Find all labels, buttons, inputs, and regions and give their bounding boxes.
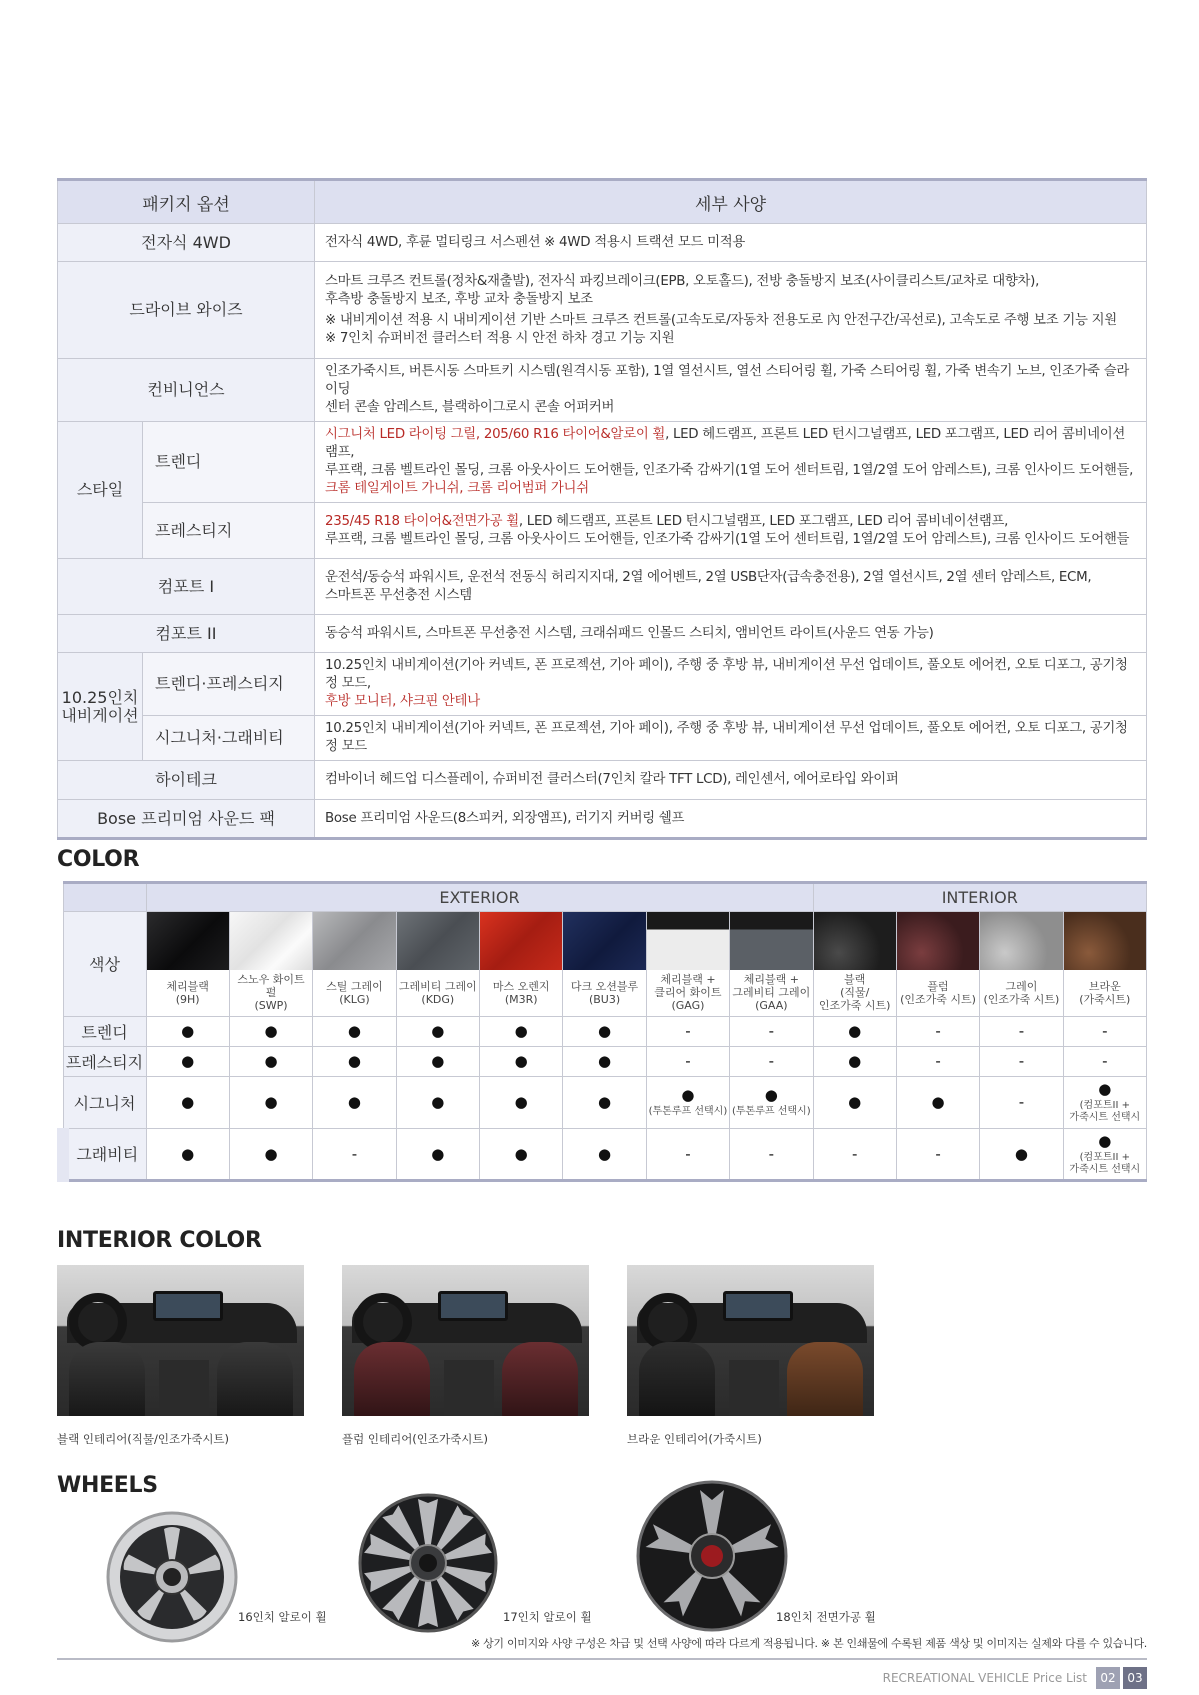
label-line: (가죽시트): [1079, 992, 1131, 1006]
label-line: 스노우 화이트 펄: [237, 973, 305, 1000]
pkg-name-comfort-2: 컴포트 II: [58, 615, 315, 653]
label-code: (KLG): [339, 992, 370, 1006]
label-code: (SWP): [254, 999, 288, 1013]
availability-dash: -: [980, 1016, 1063, 1046]
label-line: 다크 오션블루: [570, 979, 639, 993]
detail-line: 센터 콘솔 암레스트, 블랙하이그로시 콘솔 어퍼커버: [325, 400, 615, 415]
pkg-detail-nav-trendy-prestige: [315, 653, 1147, 716]
interior-color-section-title: INTERIOR COLOR: [57, 1228, 262, 1253]
label-code: (BU3): [588, 992, 621, 1006]
color-row-header: 색상: [63, 912, 146, 1017]
wheels-section-title: WHEELS: [57, 1473, 158, 1498]
color-label-kdg: [396, 970, 479, 1016]
availability-dash: -: [980, 1076, 1063, 1128]
availability-dash: -: [1063, 1046, 1146, 1076]
label-code: (9H): [175, 992, 200, 1006]
trim-signature: 시그니처: [63, 1076, 146, 1128]
availability-dot: ●: [813, 1016, 896, 1046]
wheel-16-image: [106, 1511, 238, 1643]
disclaimer-text: ※ 상기 이미지와 사양 구성은 차급 및 선택 사양에 따라 다르게 적용됩니다. ※ 본 인쇄물에 수록된 제품 색상 및 이미지는 실제와 다를 수 있습니다.: [470, 1637, 1147, 1650]
interior-caption-black: 블랙 인테리어(직물/인조가죽시트): [57, 1432, 230, 1446]
availability-dot: ●: [146, 1128, 229, 1180]
swatch-interior-grey: [980, 912, 1062, 970]
availability-dot: ●: [229, 1076, 312, 1128]
pkg-detail-convenience: [315, 359, 1147, 422]
label-line: 그레비티 그레이: [732, 986, 811, 1000]
interior-caption-brown: 브라운 인테리어(가죽시트): [627, 1432, 762, 1446]
availability-dot: ●: [563, 1076, 646, 1128]
availability-dot: ●: [396, 1128, 479, 1180]
detail-note: ※ 7인치 슈퍼비전 클러스터 적용 시 안전 하차 경고 기능 지원: [325, 330, 675, 346]
comfort-note: [1064, 1100, 1146, 1124]
availability-dot: ●: [480, 1046, 563, 1076]
label-line: 마스 오렌지: [492, 979, 550, 993]
swatch-interior-plum: [897, 912, 979, 970]
nav-name-line: 10.25인치: [61, 687, 139, 707]
availability-dash: -: [646, 1016, 729, 1046]
availability-dash: -: [896, 1046, 979, 1076]
swatch-dark-ocean-blue: [563, 912, 645, 970]
pkg-detail-4wd: 전자식 4WD, 후륜 멀티링크 서스펜션 ※ 4WD 적용시 트랙션 모드 미적용: [315, 224, 1147, 262]
availability-dash: -: [646, 1046, 729, 1076]
color-label-bu3: [563, 970, 646, 1016]
label-line: 체리블랙: [166, 979, 209, 993]
swatch-two-tone-gaa: [730, 912, 812, 970]
availability-dot: ●: [396, 1016, 479, 1046]
page-number-right: 03: [1123, 1667, 1147, 1689]
trim-gravity: 그래비티: [63, 1128, 146, 1180]
detail-line: 인조가죽시트, 버튼시동 스마트키 시스템(원격시동 포함), 1열 열선시트, 열선 스티어링 휠, 가죽 스티어링 휠, 가죽 변속기 노브, 인조가죽 슬라이딩: [325, 364, 1130, 397]
pkg-detail-comfort-2: 동승석 파워시트, 스마트폰 무선충전 시스템, 크래쉬패드 인몰드 스티치, 앰비언트 라이트(사운드 연동 가능): [315, 615, 1147, 653]
interior-caption-plum: 플럼 인테리어(인조가죽시트): [342, 1432, 488, 1446]
detail-line: 스마트 크루즈 컨트롤(정차&재출발), 전자식 파킹브레이크(EPB, 오토홀드), 전방 충돌방지 보조(사이클리스트/교차로 대향차),: [325, 273, 1040, 289]
swatch-cell: [980, 912, 1063, 971]
header-detail-spec: 세부 사양: [315, 180, 1147, 224]
availability-dot: ●: [563, 1046, 646, 1076]
pkg-detail-bose: Bose 프리미엄 사운드(8스피커, 외장앰프), 러기지 커버링 쉘프: [315, 800, 1147, 839]
highlight-text: 235/45 R18 타이어&전면가공 휠: [325, 513, 519, 529]
pkg-sub-prestige: 프레스티지: [143, 503, 315, 559]
color-label-int-black: [813, 970, 896, 1016]
highlight-text: 시그니처 LED 라이팅 그릴, 205/60 R16 타이어&알로이 휠: [325, 427, 666, 442]
availability-dot: ●: [896, 1076, 979, 1128]
availability-dot: ●: [980, 1128, 1063, 1180]
pkg-name-comfort-1: 컴포트 I: [58, 559, 315, 615]
trim-prestige: 프레스티지: [63, 1046, 146, 1076]
swatch-cell: [896, 912, 979, 971]
availability-dash: -: [896, 1128, 979, 1180]
color-label-gag: [646, 970, 729, 1016]
note-line: 가죽시트 선택시: [1069, 1163, 1141, 1175]
swatch-cell: [146, 912, 229, 971]
footer-doc-title: RECREATIONAL VEHICLE Price List: [882, 1671, 1087, 1685]
color-label-int-plum: [896, 970, 979, 1016]
trim-trendy: 트렌디: [63, 1016, 146, 1046]
color-label-klg: [313, 970, 396, 1016]
dot-mark: ●: [1098, 1080, 1112, 1098]
label-line: (인조가죽 시트): [900, 992, 976, 1006]
availability-dash: -: [730, 1016, 813, 1046]
exterior-header: EXTERIOR: [146, 883, 813, 912]
wheel-18-image: [636, 1480, 788, 1632]
swatch-cell: [1063, 912, 1146, 971]
interior-header: INTERIOR: [813, 883, 1147, 912]
interior-photo-plum: [342, 1265, 589, 1416]
detail-line: 루프랙, 크롬 벨트라인 몰딩, 크롬 아웃사이드 도어핸들, 인조가죽 감싸기(1열 도어 센터트림, 1열/2열 도어 암레스트), 크롬 인사이드 도어핸들,: [325, 463, 1134, 478]
label-line: 그레이: [1005, 979, 1038, 993]
label-code: (GAG): [671, 999, 705, 1013]
swatch-gravity-grey: [397, 912, 479, 970]
swatch-two-tone-gag: [647, 912, 729, 970]
label-line: 클리어 화이트: [654, 986, 722, 1000]
swatch-interior-black: [814, 912, 896, 970]
detail-note: ※ 내비게이션 적용 시 내비게이션 기반 스마트 크루즈 컨트롤(고속도로/자동차 전용도로 內 안전구간/곡선로), 고속도로 주행 보조 기능 지원: [325, 312, 1117, 328]
availability-dot-with-note: [1063, 1076, 1146, 1128]
pkg-detail-comfort-1: [315, 559, 1147, 615]
pkg-name-navigation: [58, 653, 143, 761]
availability-dot: ●: [146, 1076, 229, 1128]
highlight-text: 크롬 테일게이트 가니쉬, 크롬 리어범퍼 가니쉬: [325, 481, 589, 496]
swatch-cell: [563, 912, 646, 971]
package-options-table: [57, 178, 1147, 840]
detail-line: 스마트폰 무선충전 시스템: [325, 587, 472, 603]
pkg-name-style: 스타일: [58, 422, 143, 559]
label-line: (인조가죽 시트): [983, 992, 1060, 1006]
label-line: 체리블랙 +: [660, 973, 716, 987]
availability-dot: ●: [563, 1128, 646, 1180]
wheel-16-caption: 16인치 알로이 휠: [238, 1610, 327, 1624]
note-line: (컴포트II +: [1079, 1151, 1130, 1163]
header-package-option: 패키지 옵션: [58, 180, 315, 224]
availability-dash: -: [980, 1046, 1063, 1076]
availability-dot: ●: [396, 1046, 479, 1076]
swatch-cherry-black: [147, 912, 229, 970]
dot-mark: ●: [681, 1086, 695, 1104]
pkg-detail-style-trendy: [315, 422, 1147, 503]
detail-line: , LED 헤드램프, 프론트 LED 턴시그널램프, LED 포그램프, LED 리어 콤비네이션램프,: [518, 513, 1009, 529]
availability-dot: ●: [313, 1016, 396, 1046]
color-table: [57, 881, 1147, 1182]
page-number-left: 02: [1096, 1667, 1120, 1689]
availability-dot-with-note: [730, 1076, 813, 1128]
color-label-gaa: [730, 970, 813, 1016]
pkg-detail-nav-signature-gravity: 10.25인치 내비게이션(기아 커넥트, 폰 프로젝션, 기아 페이), 주행 중 후방 뷰, 내비게이션 무선 업데이트, 풀오토 에어컨, 오토 디포그, 공기청정 모드: [315, 716, 1147, 761]
availability-dash: -: [896, 1016, 979, 1046]
swatch-snow-white-pearl: [230, 912, 312, 970]
color-label-int-brown: [1063, 970, 1146, 1016]
availability-dot: ●: [480, 1076, 563, 1128]
pkg-sub-trendy-prestige: 트렌디·프레스티지: [143, 653, 315, 716]
wheel-17-image: [358, 1493, 498, 1633]
color-label-int-grey: [980, 970, 1063, 1016]
swatch-mars-orange: [480, 912, 562, 970]
label-line: 블랙: [844, 973, 866, 987]
color-table-corner: [63, 883, 146, 912]
wheel-17-caption: 17인치 알로이 휠: [503, 1610, 592, 1624]
interior-photo-black: [57, 1265, 304, 1416]
note-line: 가죽시트 선택시: [1069, 1112, 1141, 1123]
availability-dot: ●: [813, 1076, 896, 1128]
note-line: (컴포트II +: [1079, 1100, 1130, 1111]
pkg-name-drive-wise: 드라이브 와이즈: [58, 262, 315, 359]
availability-dot-with-note: [1063, 1128, 1146, 1180]
label-code: (GAA): [755, 999, 788, 1013]
label-line: 브라운: [1088, 979, 1121, 993]
availability-dot: ●: [480, 1016, 563, 1046]
interior-photo-brown: [627, 1265, 874, 1416]
detail-line: 후측방 충돌방지 보조, 후방 교차 충돌방지 보조: [325, 291, 593, 307]
swatch-cell: [646, 912, 729, 971]
availability-dot: ●: [313, 1046, 396, 1076]
pkg-detail-drive-wise: [315, 262, 1147, 359]
swatch-steel-grey: [313, 912, 395, 970]
color-label-swp: [229, 970, 312, 1016]
label-code: (KDG): [421, 992, 455, 1006]
pkg-name-4wd: 전자식 4WD: [58, 224, 315, 262]
detail-line: , LED 헤드램프, 프론트 LED 턴시그널램프, LED 포그램프, LED 리어 콤비네이션램프,: [325, 427, 1126, 460]
label-line: (직물/: [840, 986, 870, 1000]
availability-dot: ●: [563, 1016, 646, 1046]
comfort-note: [1064, 1152, 1146, 1176]
detail-line: 운전석/동승석 파워시트, 운전석 전동식 허리지지대, 2열 에어벤트, 2열 USB단자(급속충전용), 2열 열선시트, 2열 센터 암레스트, ECM,: [325, 569, 1092, 585]
label-line: 체리블랙 +: [743, 973, 799, 987]
two-tone-note: (투톤루프 선택시): [648, 1106, 728, 1117]
availability-dash: -: [646, 1128, 729, 1180]
availability-dash: -: [1063, 1016, 1146, 1046]
label-code: (M3R): [504, 992, 538, 1006]
detail-line: 루프랙, 크롬 벨트라인 몰딩, 크롬 아웃사이드 도어핸들, 인조가죽 감싸기(1열 도어 센터트림, 1열/2열 도어 암레스트), 크롬 인사이드 도어핸들: [325, 531, 1130, 547]
pkg-sub-signature-gravity: 시그니처·그래비티: [143, 716, 315, 761]
pkg-sub-trendy: 트렌디: [143, 422, 315, 503]
two-tone-note: (투톤루프 선택시): [732, 1106, 811, 1117]
color-section-title: COLOR: [57, 847, 140, 872]
availability-dot: ●: [229, 1128, 312, 1180]
swatch-cell: [730, 912, 813, 971]
availability-dot: ●: [229, 1016, 312, 1046]
label-line: 그레비티 그레이: [398, 979, 477, 993]
availability-dot: ●: [146, 1046, 229, 1076]
pkg-detail-hitech: 컴바이너 헤드업 디스플레이, 슈퍼비전 클러스터(7인치 칼라 TFT LCD), 레인센서, 에어로타입 와이퍼: [315, 761, 1147, 800]
availability-dash: -: [813, 1128, 896, 1180]
page-footer: [883, 1667, 1147, 1689]
availability-dash: -: [730, 1046, 813, 1076]
label-line: 플럼: [927, 979, 949, 993]
pkg-detail-style-prestige: [315, 503, 1147, 559]
pkg-name-convenience: 컨비니언스: [58, 359, 315, 422]
highlight-text: 후방 모니터, 샤크핀 안테나: [325, 694, 480, 709]
pkg-name-hitech: 하이테크: [58, 761, 315, 800]
availability-dot: ●: [396, 1076, 479, 1128]
wheel-18-caption: 18인치 전면가공 휠: [776, 1610, 876, 1624]
pkg-name-bose: Bose 프리미엄 사운드 팩: [58, 800, 315, 839]
swatch-cell: [480, 912, 563, 971]
availability-dash: -: [313, 1128, 396, 1180]
availability-dash: -: [730, 1128, 813, 1180]
availability-dot: ●: [313, 1076, 396, 1128]
label-line: 스틸 그레이: [326, 979, 383, 993]
availability-dot: ●: [146, 1016, 229, 1046]
swatch-interior-brown: [1064, 912, 1146, 970]
availability-dot-with-note: [646, 1076, 729, 1128]
color-label-m3r: [480, 970, 563, 1016]
swatch-cell: [813, 912, 896, 971]
availability-dot: ●: [480, 1128, 563, 1180]
swatch-cell: [229, 912, 312, 971]
color-label-9h: [146, 970, 229, 1016]
footer-divider: [57, 1658, 1147, 1660]
dot-mark: ●: [1098, 1131, 1112, 1150]
detail-line: 10.25인치 내비게이션(기아 커넥트, 폰 프로젝션, 기아 페이), 주행 중 후방 뷰, 내비게이션 무선 업데이트, 풀오토 에어컨, 오토 디포그, 공기청정 모드,: [325, 658, 1128, 691]
swatch-cell: [396, 912, 479, 971]
label-line: 인조가죽 시트): [818, 999, 891, 1013]
availability-dot: ●: [813, 1046, 896, 1076]
nav-name-line: 내비게이션: [61, 705, 139, 725]
swatch-cell: [313, 912, 396, 971]
dot-mark: ●: [764, 1086, 778, 1104]
availability-dot: ●: [229, 1046, 312, 1076]
